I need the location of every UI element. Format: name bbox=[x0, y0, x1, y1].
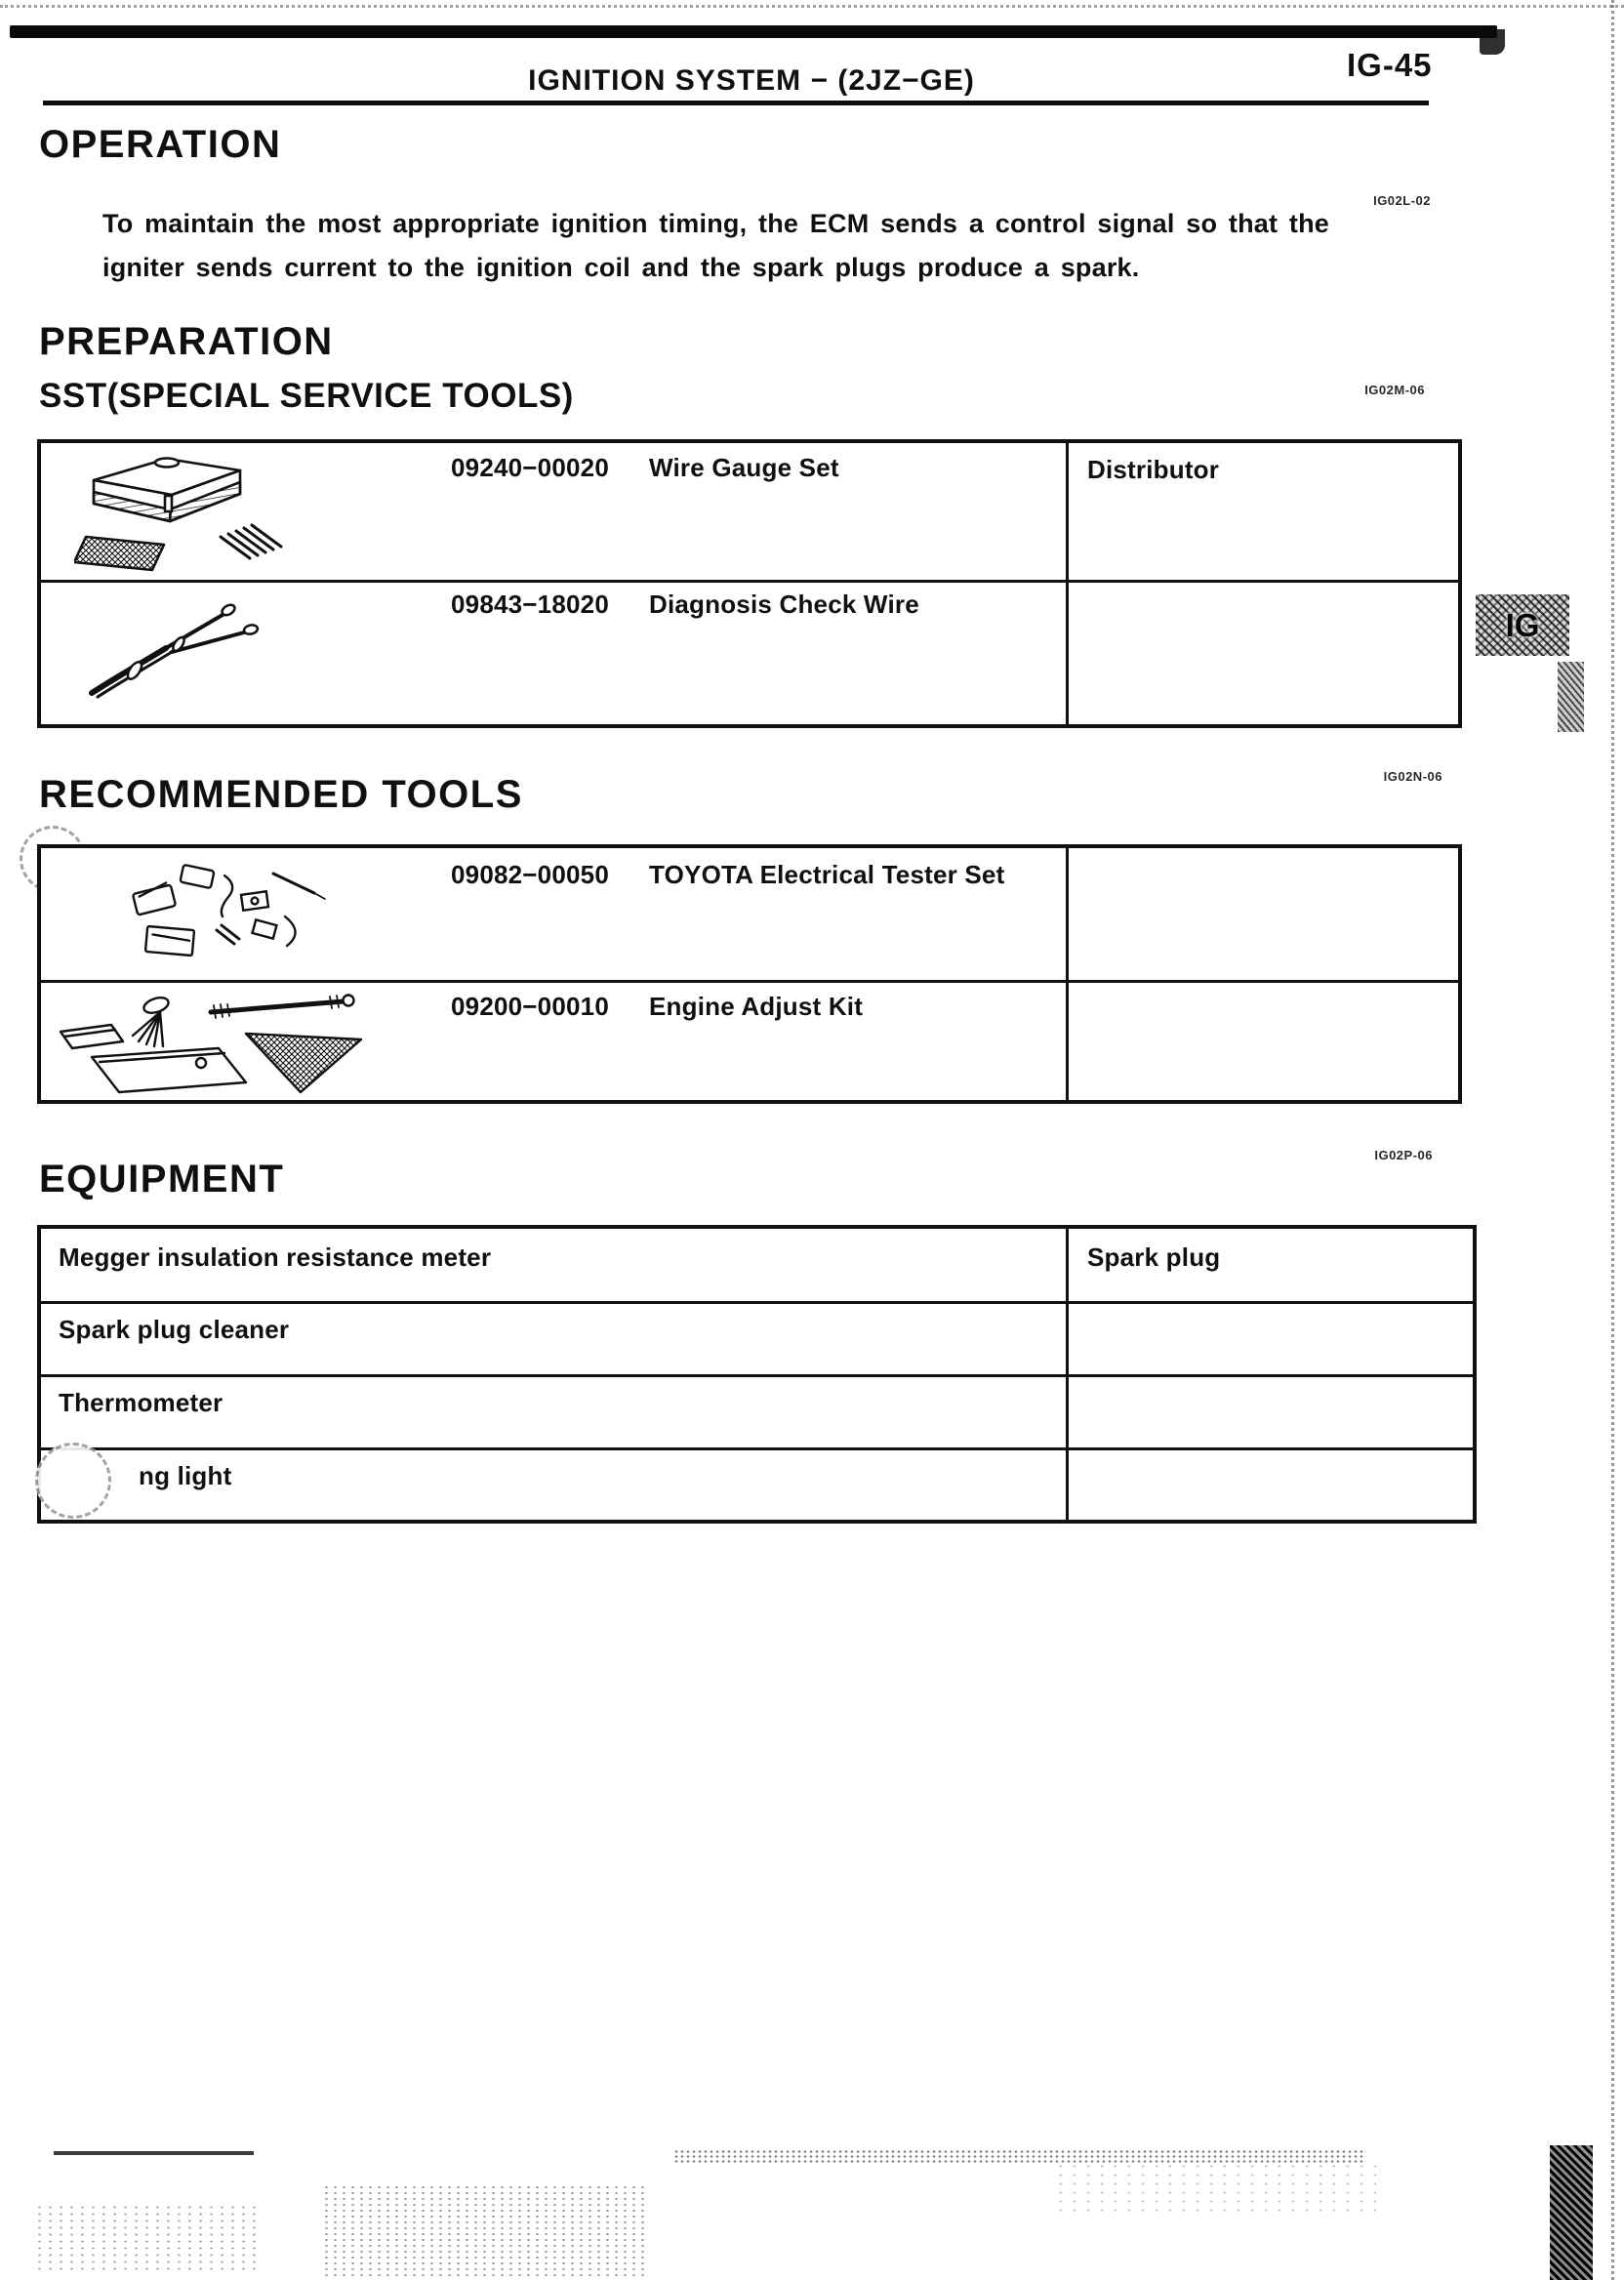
ig-section-tab bbox=[1476, 594, 1569, 656]
electrical-tester-set-illustration bbox=[127, 860, 351, 975]
equipment-row-4-item: ng light bbox=[139, 1461, 232, 1490]
operation-paragraph-line-1: To maintain the most appropriate ignition timing, the ECM sends a control signal so that the bbox=[102, 209, 1329, 238]
equipment-row-divider-2 bbox=[41, 1374, 1473, 1377]
equipment-section-code: IG02P-06 bbox=[1374, 1148, 1433, 1162]
operation-paragraph-line-2: igniter sends current to the ignition coil and the spark plugs produce a spark. bbox=[102, 253, 1140, 282]
recommended-tools-row-divider bbox=[41, 980, 1458, 983]
recommended-tools-section-code: IG02N-06 bbox=[1383, 769, 1442, 784]
operation-section-code: IG02L-02 bbox=[1373, 193, 1431, 208]
scan-noise-patch bbox=[673, 2149, 1366, 2163]
sst-row-1-note: Distributor bbox=[1087, 455, 1220, 484]
scan-noise-patch bbox=[1054, 2162, 1376, 2216]
scan-noise-patch bbox=[34, 2204, 264, 2274]
header-rule bbox=[43, 101, 1429, 105]
equipment-row-1-note: Spark plug bbox=[1087, 1242, 1221, 1272]
ig-tab-shadow-strip bbox=[1558, 662, 1584, 732]
scan-edge-black-bar bbox=[10, 25, 1497, 38]
hole-punch-mark-2 bbox=[35, 1443, 111, 1519]
recommended-tools-row-2-part-number: 09200−00010 bbox=[451, 992, 609, 1021]
scan-noise-patch bbox=[322, 2184, 644, 2280]
sst-row-2-name: Diagnosis Check Wire bbox=[649, 590, 919, 619]
equipment-row-divider-1 bbox=[41, 1301, 1473, 1304]
recommended-tools-row-1-part-number: 09082−00050 bbox=[451, 860, 609, 889]
recommended-tools-row-2 bbox=[451, 992, 863, 1022]
equipment-row-3-item: Thermometer bbox=[59, 1388, 223, 1417]
sst-table-column-divider bbox=[1066, 443, 1069, 724]
page-right-dotted-border bbox=[1611, 0, 1614, 2280]
engine-adjust-kit-illustration bbox=[55, 993, 371, 1094]
scan-noise-line bbox=[54, 2151, 254, 2155]
equipment-row-divider-3 bbox=[41, 1447, 1473, 1450]
sst-row-2 bbox=[451, 590, 919, 620]
recommended-tools-heading: RECOMMENDED TOOLS bbox=[39, 773, 523, 816]
recommended-tools-row-1-name: TOYOTA Electrical Tester Set bbox=[649, 860, 1005, 889]
sst-row-1-name: Wire Gauge Set bbox=[649, 453, 839, 482]
recommended-tools-row-1 bbox=[451, 860, 1004, 890]
ig-section-tab-label: IG bbox=[1505, 606, 1540, 643]
scan-smudge bbox=[1480, 29, 1505, 55]
operation-heading: OPERATION bbox=[39, 123, 282, 166]
equipment-heading: EQUIPMENT bbox=[39, 1158, 285, 1201]
equipment-row-2-item: Spark plug cleaner bbox=[59, 1315, 290, 1344]
page-number: IG-45 bbox=[1347, 47, 1433, 83]
recommended-tools-row-2-name: Engine Adjust Kit bbox=[649, 992, 864, 1021]
recommended-tools-column-divider bbox=[1066, 848, 1069, 1100]
diagnosis-check-wire-illustration bbox=[80, 591, 304, 707]
sst-section-code: IG02M-06 bbox=[1364, 383, 1425, 397]
sst-table bbox=[37, 439, 1462, 728]
scan-edge-dotted-line bbox=[0, 5, 1624, 8]
sst-heading: SST(SPECIAL SERVICE TOOLS) bbox=[39, 377, 574, 415]
sst-row-1 bbox=[451, 453, 839, 483]
scan-noise-hatch-strip bbox=[1550, 2145, 1593, 2280]
equipment-table bbox=[37, 1225, 1477, 1524]
sst-row-1-part-number: 09240−00020 bbox=[451, 453, 609, 482]
recommended-tools-table bbox=[37, 844, 1462, 1104]
preparation-heading: PREPARATION bbox=[39, 320, 334, 363]
sst-table-row-divider bbox=[41, 580, 1458, 583]
wire-gauge-set-illustration bbox=[74, 451, 318, 574]
page-header-title: IGNITION SYSTEM − (2JZ−GE) bbox=[528, 64, 975, 97]
equipment-row-1-item: Megger insulation resistance meter bbox=[59, 1242, 492, 1272]
sst-row-2-part-number: 09843−18020 bbox=[451, 590, 609, 619]
